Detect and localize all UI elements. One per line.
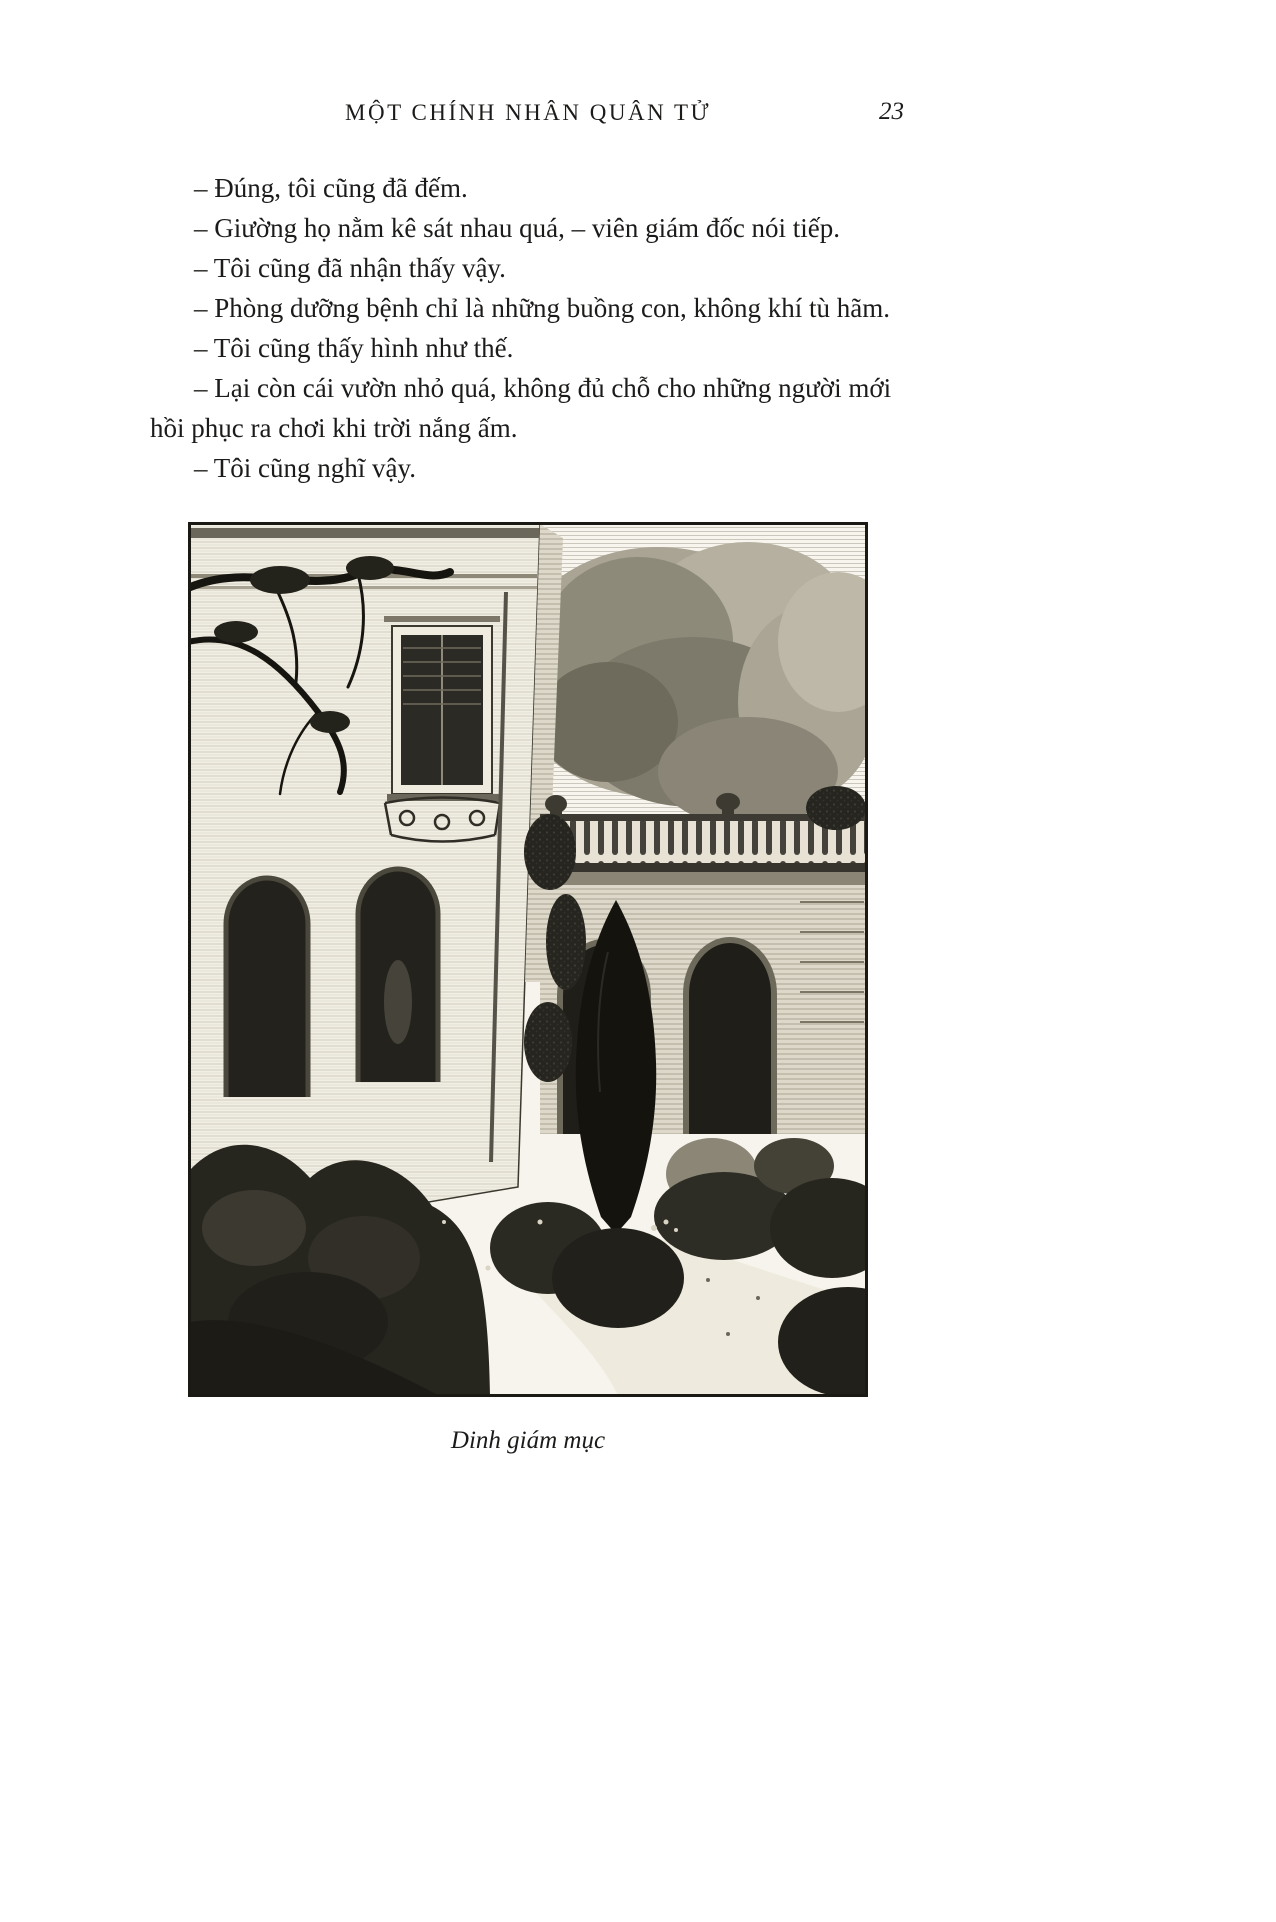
dialogue-line: – Tôi cũng đã nhận thấy vậy. <box>194 253 506 283</box>
page-number: 23 <box>879 98 904 125</box>
content-column <box>150 0 906 1455</box>
dialogue-line: – Tôi cũng nghĩ vậy. <box>194 453 416 483</box>
dialogue-line: – Lại còn cái vườn nhỏ quá, không đủ chỗ cho những người mới hồi phục ra chơi khi trời nắng ấm. <box>150 373 892 443</box>
illustration-figure <box>150 522 906 1455</box>
illustration-caption: Dinh giám mục <box>450 1427 606 1454</box>
text-block <box>150 168 906 488</box>
engraving-svg <box>188 522 868 1397</box>
dialogue-line: – Giường họ nằm kê sát nhau quá, – viên giám đốc nói tiếp. <box>194 213 841 243</box>
engraving-bishops-palace-illustration <box>188 522 868 1397</box>
running-title: MỘT CHÍNH NHÂN QUÂN TỬ <box>345 100 711 125</box>
dialogue-line: – Đúng, tôi cũng đã đếm. <box>194 173 468 203</box>
page-header <box>150 100 906 136</box>
dialogue-line: – Tôi cũng thấy hình như thế. <box>194 333 514 363</box>
dialogue-line: – Phòng dưỡng bệnh chỉ là những buồng con, không khí tù hãm. <box>194 293 890 323</box>
